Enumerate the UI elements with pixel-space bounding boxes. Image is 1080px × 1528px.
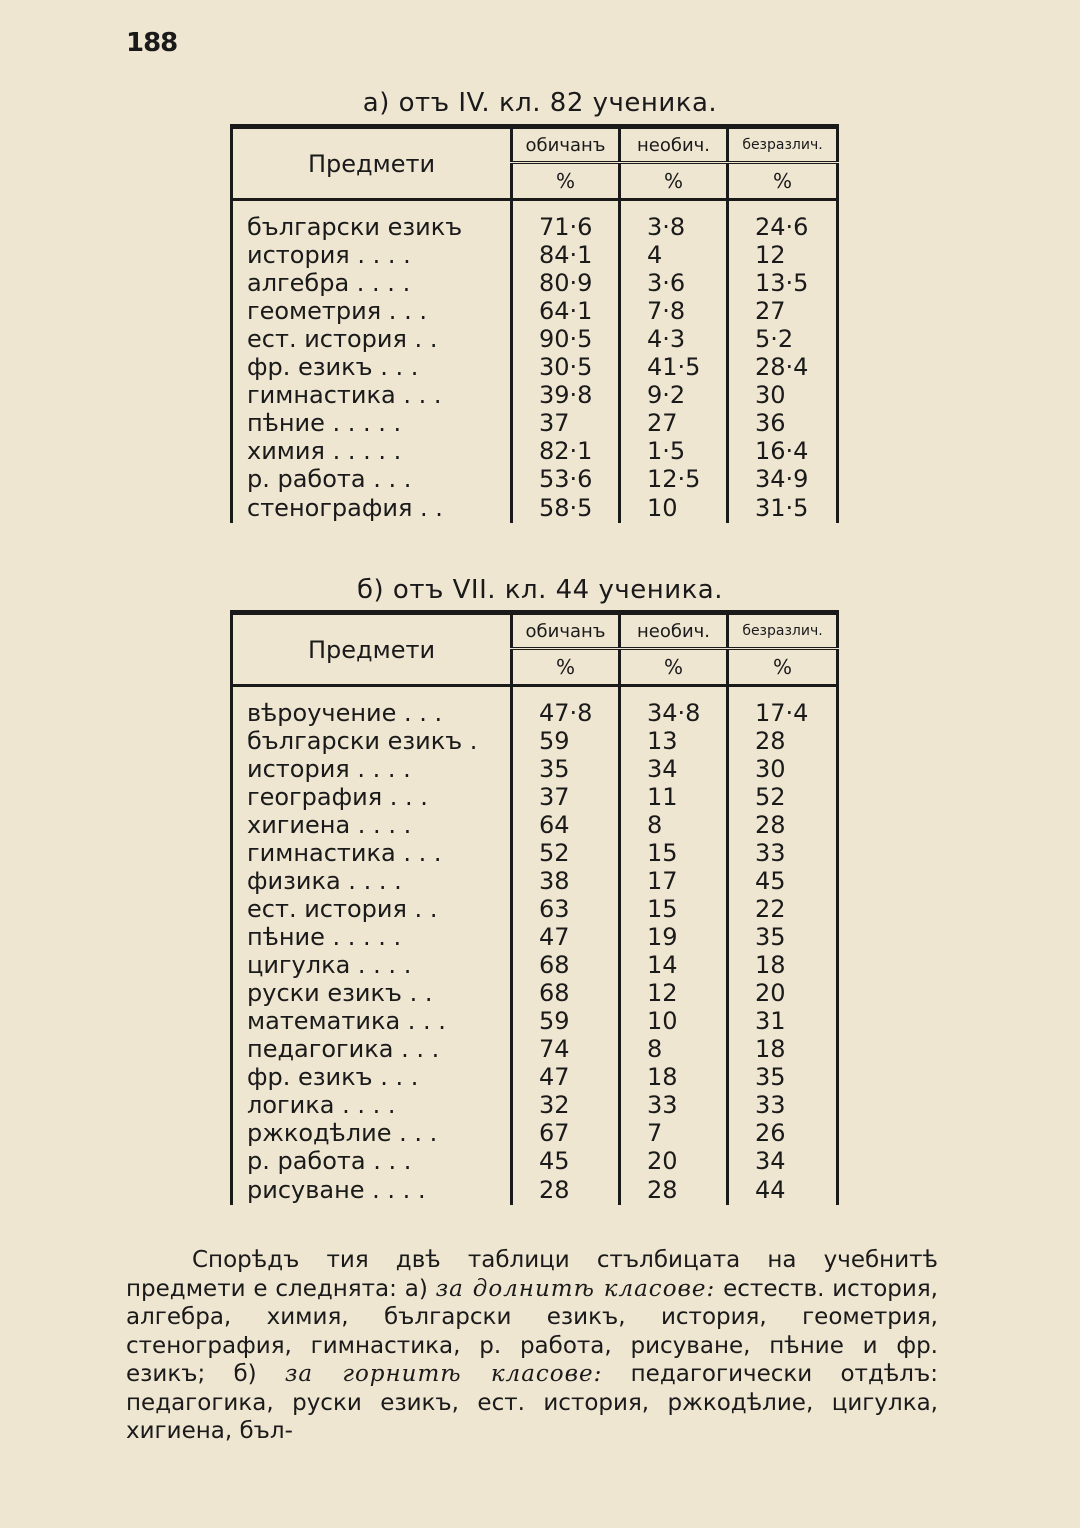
spacer-cell: [512, 686, 620, 700]
table-b-header-percent: %: [512, 649, 620, 686]
value-cell: 28: [620, 1175, 728, 1205]
table-row: [232, 699, 838, 727]
table-a-header-percent: %: [512, 163, 620, 200]
table-row: [232, 923, 838, 951]
table-row: [232, 839, 838, 867]
value-cell: 28: [728, 727, 838, 755]
table-row: [232, 1063, 838, 1091]
table-row: [232, 1147, 838, 1175]
value-cell: 35: [512, 755, 620, 783]
subject-cell: гимнастика . . .: [232, 839, 512, 867]
table-b-header-percent: %: [728, 649, 838, 686]
value-cell: 17: [620, 867, 728, 895]
table-row: [232, 381, 838, 409]
subject-cell: история . . . .: [232, 241, 512, 269]
value-cell: 4: [620, 241, 728, 269]
value-cell: 17·4: [728, 699, 838, 727]
subject-cell: български езикъ .: [232, 727, 512, 755]
value-cell: 30: [728, 755, 838, 783]
value-cell: 67: [512, 1119, 620, 1147]
value-cell: 63: [512, 895, 620, 923]
value-cell: 19: [620, 923, 728, 951]
table-a-header-indifferent: безразлич.: [728, 127, 838, 163]
value-cell: 74: [512, 1035, 620, 1063]
table-row: [232, 297, 838, 325]
value-cell: 82·1: [512, 437, 620, 465]
table-a-header-subject: Предмети: [232, 127, 512, 200]
table-row: [232, 1035, 838, 1063]
table-row: [232, 1119, 838, 1147]
subject-cell: хигиена . . . .: [232, 811, 512, 839]
table-b: [230, 610, 839, 1205]
paragraph-text: естеств. история, алгебра, химия, български езикъ, история, геометрия, стенография, гимнастика, р. работа, рисуване, пѣние и фр. езикъ; б): [126, 1275, 938, 1387]
value-cell: 90·5: [512, 325, 620, 353]
subject-cell: вѣроучение . . .: [232, 699, 512, 727]
value-cell: 41·5: [620, 353, 728, 381]
table-b-header-subject: Предмети: [232, 613, 512, 686]
value-cell: 34: [728, 1147, 838, 1175]
value-cell: 20: [620, 1147, 728, 1175]
table-row: [232, 951, 838, 979]
value-cell: 20: [728, 979, 838, 1007]
subject-cell: фр. езикъ . . .: [232, 1063, 512, 1091]
subject-cell: физика . . . .: [232, 867, 512, 895]
table-b-header-indifferent: безразлич.: [728, 613, 838, 649]
value-cell: 27: [728, 297, 838, 325]
subject-cell: фр. езикъ . . .: [232, 353, 512, 381]
table-row: [232, 867, 838, 895]
paragraph-text: педагогически отдѣлъ: педагогика, руски езикъ, ест. история, ржкодѣлие, цигулка, хигиена, бъл-: [126, 1361, 938, 1444]
value-cell: 12: [620, 979, 728, 1007]
value-cell: 27: [620, 409, 728, 437]
table-row: [232, 493, 838, 523]
value-cell: 37: [512, 783, 620, 811]
table-row: [232, 213, 838, 241]
page-number: 188: [126, 28, 178, 58]
table-row: [232, 465, 838, 493]
value-cell: 18: [728, 951, 838, 979]
value-cell: 45: [728, 867, 838, 895]
value-cell: 37: [512, 409, 620, 437]
value-cell: 5·2: [728, 325, 838, 353]
value-cell: 3·6: [620, 269, 728, 297]
value-cell: 53·6: [512, 465, 620, 493]
value-cell: 9·2: [620, 381, 728, 409]
value-cell: 59: [512, 1007, 620, 1035]
table-a-caption: а) отъ IV. кл. 82 ученика.: [362, 88, 718, 118]
table-a-header-liked: обичанъ: [512, 127, 620, 163]
value-cell: 31·5: [728, 493, 838, 523]
value-cell: 22: [728, 895, 838, 923]
value-cell: 11: [620, 783, 728, 811]
table-row: [232, 1175, 838, 1205]
value-cell: 33: [728, 839, 838, 867]
table-b-header-liked: обичанъ: [512, 613, 620, 649]
table-b-header-disliked: необич.: [620, 613, 728, 649]
value-cell: 26: [728, 1119, 838, 1147]
paragraph-emphasis: за долнитѣ класове:: [435, 1275, 716, 1302]
subject-cell: алгебра . . . .: [232, 269, 512, 297]
value-cell: 59: [512, 727, 620, 755]
value-cell: 30: [728, 381, 838, 409]
value-cell: 68: [512, 951, 620, 979]
table-a-header-percent: %: [620, 163, 728, 200]
table-row: [232, 1007, 838, 1035]
spacer-cell: [728, 686, 838, 700]
subject-cell: ест. история . .: [232, 325, 512, 353]
table-row: [232, 755, 838, 783]
subject-cell: гимнастика . . .: [232, 381, 512, 409]
value-cell: 13·5: [728, 269, 838, 297]
value-cell: 35: [728, 923, 838, 951]
subject-cell: стенография . .: [232, 493, 512, 523]
value-cell: 31: [728, 1007, 838, 1035]
subject-cell: ест. история . .: [232, 895, 512, 923]
table-row: [232, 811, 838, 839]
value-cell: 18: [620, 1063, 728, 1091]
table-row: [232, 437, 838, 465]
subject-cell: р. работа . . .: [232, 1147, 512, 1175]
value-cell: 32: [512, 1091, 620, 1119]
value-cell: 8: [620, 811, 728, 839]
value-cell: 12·5: [620, 465, 728, 493]
spacer-cell: [232, 200, 512, 214]
table-row: [232, 783, 838, 811]
table-row: [232, 727, 838, 755]
value-cell: 38: [512, 867, 620, 895]
value-cell: 80·9: [512, 269, 620, 297]
value-cell: 1·5: [620, 437, 728, 465]
value-cell: 47: [512, 923, 620, 951]
table-a-header-percent: %: [728, 163, 838, 200]
table-b-header-percent: %: [620, 649, 728, 686]
subject-cell: геометрия . . .: [232, 297, 512, 325]
value-cell: 24·6: [728, 213, 838, 241]
value-cell: 35: [728, 1063, 838, 1091]
value-cell: 10: [620, 493, 728, 523]
value-cell: 30·5: [512, 353, 620, 381]
value-cell: 28·4: [728, 353, 838, 381]
value-cell: 64: [512, 811, 620, 839]
subject-cell: български езикъ: [232, 213, 512, 241]
value-cell: 52: [728, 783, 838, 811]
value-cell: 8: [620, 1035, 728, 1063]
body-paragraph: [126, 1246, 938, 1446]
value-cell: 34: [620, 755, 728, 783]
subject-cell: география . . .: [232, 783, 512, 811]
value-cell: 16·4: [728, 437, 838, 465]
value-cell: 44: [728, 1175, 838, 1205]
value-cell: 34·8: [620, 699, 728, 727]
table-row: [232, 979, 838, 1007]
subject-cell: ржкодѣлие . . .: [232, 1119, 512, 1147]
value-cell: 33: [620, 1091, 728, 1119]
subject-cell: химия . . . . .: [232, 437, 512, 465]
subject-cell: логика . . . .: [232, 1091, 512, 1119]
subject-cell: рисуване . . . .: [232, 1175, 512, 1205]
value-cell: 3·8: [620, 213, 728, 241]
spacer-cell: [232, 686, 512, 700]
table-row: [232, 325, 838, 353]
value-cell: 4·3: [620, 325, 728, 353]
paragraph-text: Спорѣдъ тия двѣ таблици стълбицата на учебнитѣ предмети е следнята: а): [126, 1247, 938, 1302]
value-cell: 52: [512, 839, 620, 867]
value-cell: 39·8: [512, 381, 620, 409]
value-cell: 18: [728, 1035, 838, 1063]
table-row: [232, 895, 838, 923]
subject-cell: пѣние . . . . .: [232, 409, 512, 437]
table-row: [232, 241, 838, 269]
table-row: [232, 353, 838, 381]
value-cell: 45: [512, 1147, 620, 1175]
spacer-cell: [620, 200, 728, 214]
spacer-cell: [620, 686, 728, 700]
table-row: [232, 1091, 838, 1119]
value-cell: 34·9: [728, 465, 838, 493]
value-cell: 14: [620, 951, 728, 979]
table-a: [230, 124, 839, 523]
value-cell: 15: [620, 839, 728, 867]
subject-cell: педагогика . . .: [232, 1035, 512, 1063]
subject-cell: р. работа . . .: [232, 465, 512, 493]
value-cell: 28: [728, 811, 838, 839]
table-row: [232, 409, 838, 437]
value-cell: 13: [620, 727, 728, 755]
value-cell: 47: [512, 1063, 620, 1091]
value-cell: 84·1: [512, 241, 620, 269]
subject-cell: история . . . .: [232, 755, 512, 783]
spacer-cell: [512, 200, 620, 214]
subject-cell: цигулка . . . .: [232, 951, 512, 979]
subject-cell: пѣние . . . . .: [232, 923, 512, 951]
value-cell: 33: [728, 1091, 838, 1119]
table-a-header-disliked: необич.: [620, 127, 728, 163]
value-cell: 12: [728, 241, 838, 269]
table-b-caption: б) отъ VII. кл. 44 ученика.: [356, 575, 724, 605]
table-row: [232, 269, 838, 297]
value-cell: 36: [728, 409, 838, 437]
value-cell: 58·5: [512, 493, 620, 523]
subject-cell: руски езикъ . .: [232, 979, 512, 1007]
paragraph-emphasis: за горнитѣ класове:: [284, 1361, 603, 1387]
value-cell: 64·1: [512, 297, 620, 325]
value-cell: 7·8: [620, 297, 728, 325]
value-cell: 15: [620, 895, 728, 923]
subject-cell: математика . . .: [232, 1007, 512, 1035]
value-cell: 47·8: [512, 699, 620, 727]
value-cell: 68: [512, 979, 620, 1007]
value-cell: 10: [620, 1007, 728, 1035]
value-cell: 71·6: [512, 213, 620, 241]
value-cell: 7: [620, 1119, 728, 1147]
value-cell: 28: [512, 1175, 620, 1205]
spacer-cell: [728, 200, 838, 214]
